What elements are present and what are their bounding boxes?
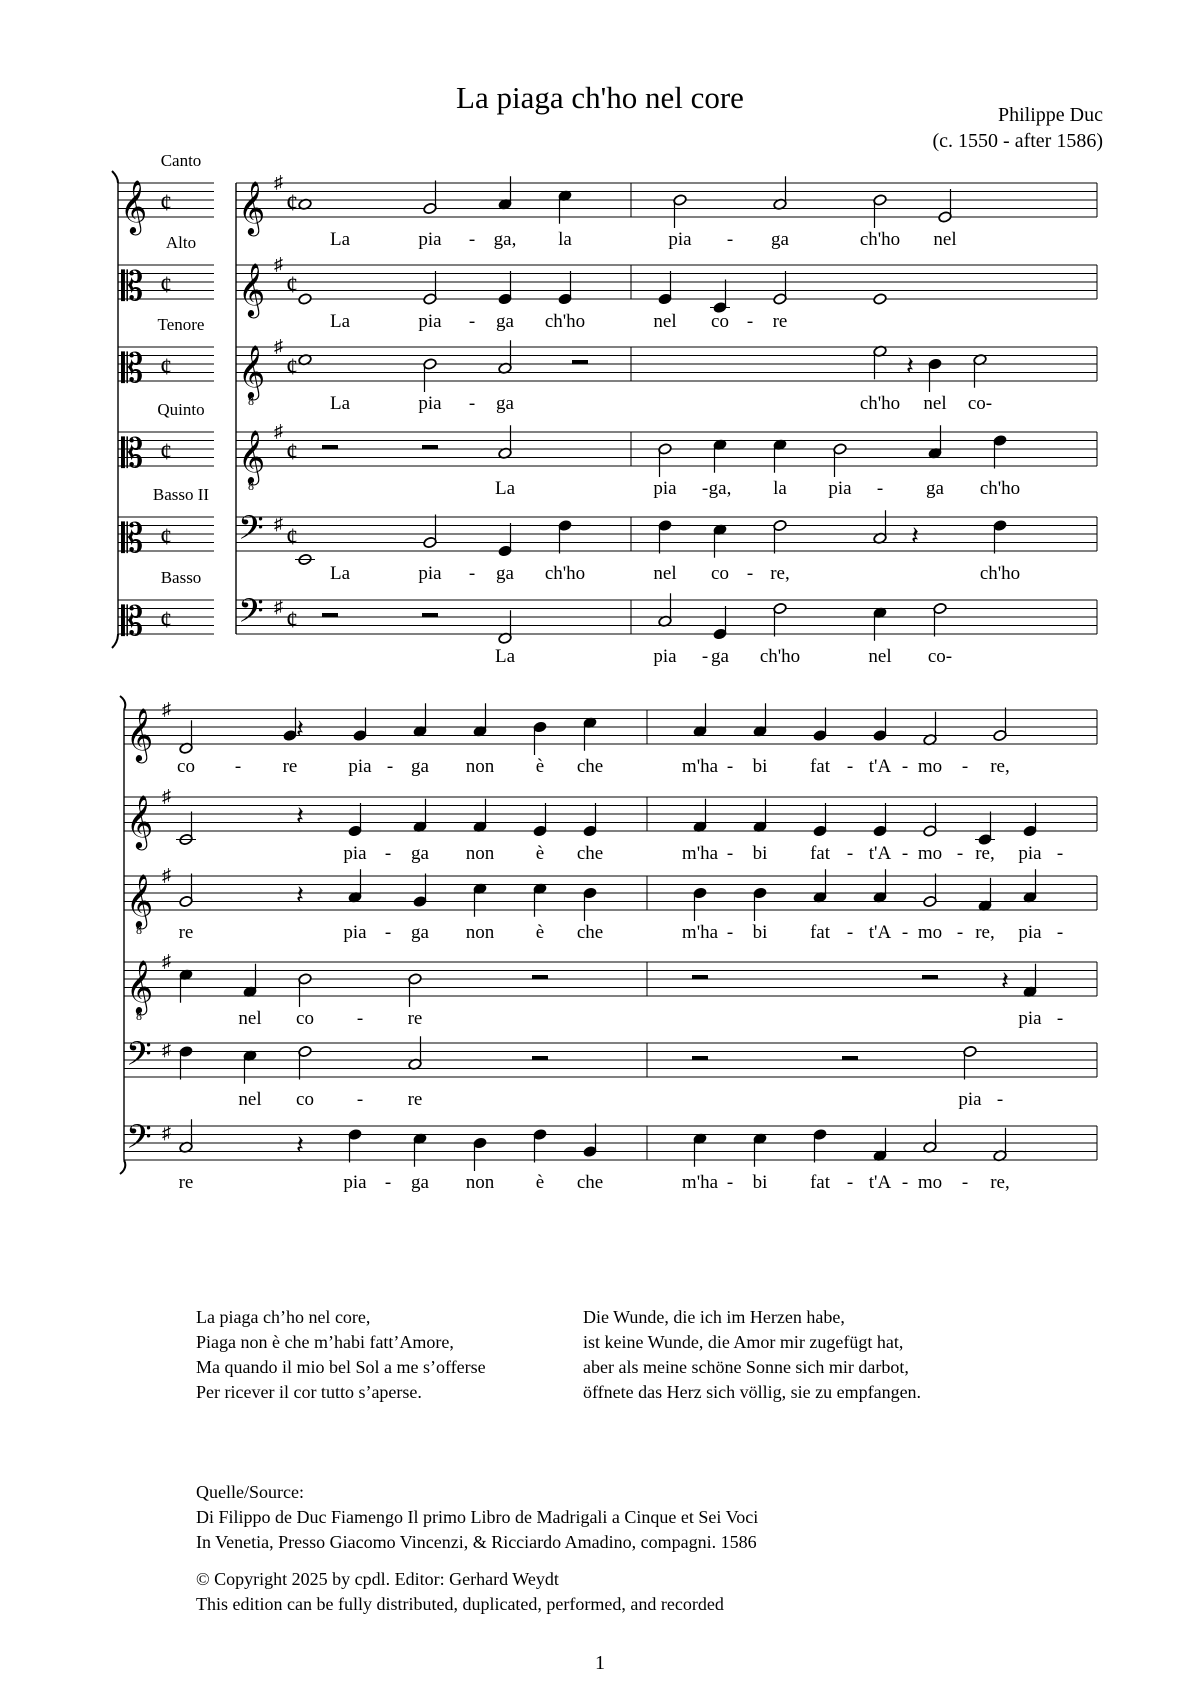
half-rest: [422, 445, 438, 449]
note: [298, 293, 312, 305]
lyric-syllable: ga: [411, 1172, 429, 1193]
lyric-syllable: -: [468, 229, 476, 250]
lyric-syllable: è: [535, 1172, 545, 1193]
lyric-syllable: -: [726, 922, 734, 943]
lyric-syllable: nel: [923, 393, 947, 414]
lyric-syllable: fat: [809, 922, 831, 943]
lyric-syllable: -: [961, 1172, 969, 1193]
c-clef-icon: 𝄡: [121, 346, 144, 391]
half-rest: [532, 1056, 548, 1060]
lyric-syllable: re: [178, 922, 194, 943]
quarter-rest: 𝄽: [1001, 966, 1009, 996]
half-rest: [322, 613, 338, 617]
lyric-syllable: La: [494, 478, 516, 499]
lyric-syllable: ga: [411, 922, 429, 943]
lyric-syllable: re: [772, 311, 788, 332]
lyric-syllable: bi: [752, 843, 768, 864]
lyric-syllable: re,: [770, 563, 790, 584]
treble-clef-icon: 𝄞: [238, 182, 266, 233]
lyric-syllable: -: [468, 563, 476, 584]
lyric-syllable: -: [846, 843, 854, 864]
lyric-syllable: ch'ho: [979, 563, 1021, 584]
quarter-rest: 𝄽: [911, 521, 919, 551]
lyric-syllable: pia: [653, 646, 677, 667]
lyric-syllable: -: [701, 478, 709, 499]
lyric-syllable: t'A: [868, 1172, 892, 1193]
lyric-syllable: -: [901, 756, 909, 777]
source-line: Di Filippo de Duc Fiamengo Il primo Libro de Madrigali a Cinque et Sei Voci: [196, 1507, 759, 1527]
voice-name: Basso II: [152, 485, 210, 504]
key-sharp-icon: ♯: [162, 865, 171, 885]
lyric-syllable: t'A: [868, 843, 892, 864]
poem-german-line: Die Wunde, die ich im Herzen habe,: [583, 1307, 845, 1327]
lyric-syllable: -: [701, 646, 709, 667]
key-sharp-icon: ♯: [162, 951, 171, 971]
poem-german-line: aber als meine schöne Sonne sich mir darbot,: [583, 1357, 909, 1377]
voice-name: Alto: [165, 233, 197, 252]
lyric-syllable: che: [576, 756, 604, 777]
lyric-syllable: re,: [990, 1172, 1010, 1193]
lyric-syllable: mo: [917, 922, 943, 943]
lyric-syllable: co: [296, 1008, 314, 1029]
voice-name: Quinto: [157, 400, 205, 419]
lyric-syllable: ch'ho: [544, 311, 586, 332]
lyric-syllable: la: [773, 478, 787, 499]
copyright-block: [196, 1567, 724, 1617]
lyric-syllable: ga: [411, 756, 429, 777]
lyric-syllable: nel: [653, 311, 677, 332]
lyric-syllable: ga: [496, 393, 514, 414]
lyric-syllable: ga,: [708, 478, 732, 499]
treble-clef-icon: 𝄞: [126, 796, 154, 847]
lyric-syllable: mo: [917, 1172, 943, 1193]
lyric-syllable: pia: [1018, 1008, 1042, 1029]
octave-marker: 8: [136, 1009, 142, 1023]
lyric-syllable: pia: [1018, 922, 1042, 943]
poem-german-line: öffnete das Herz sich völlig, sie zu empfangen.: [583, 1382, 922, 1402]
half-rest: [532, 975, 548, 979]
lyric-syllable: che: [576, 1172, 604, 1193]
poem-italian-line: Ma quando il mio bel Sol a me s’offerse: [196, 1357, 486, 1377]
lyric-syllable: pia: [958, 1089, 982, 1110]
lyric-syllable: ga: [411, 843, 429, 864]
lyric-syllable: -: [386, 756, 394, 777]
lyric-syllable: -: [996, 1089, 1004, 1110]
key-sharp-icon: ♯: [162, 699, 171, 719]
lyric-syllable: t'A: [868, 756, 892, 777]
lyric-syllable: nel: [238, 1089, 262, 1110]
lyric-syllable: re: [282, 756, 298, 777]
lyric-syllable: pia: [418, 393, 442, 414]
lyric-syllable: re: [407, 1008, 423, 1029]
composer-dates: (c. 1550 - after 1586): [932, 130, 1103, 152]
bass-clef-icon: 𝄢: [126, 1118, 152, 1164]
lyric-syllable: mo: [917, 756, 943, 777]
lyric-syllable: re: [407, 1089, 423, 1110]
octave-marker: 8: [248, 479, 254, 493]
lyric-syllable: m'ha: [681, 1172, 719, 1193]
half-rest: [692, 975, 708, 979]
key-sharp-icon: ♯: [162, 1039, 171, 1060]
bass-clef-icon: 𝄢: [126, 1035, 152, 1081]
treble-clef-icon: 𝄞: [238, 346, 266, 397]
treble-clef-icon: 𝄞: [126, 875, 154, 926]
lyric-syllable: nel: [653, 563, 677, 584]
lyric-syllable: -: [746, 563, 754, 584]
half-rest: [922, 975, 938, 979]
lyric-syllable: che: [576, 922, 604, 943]
key-sharp-icon: ♯: [162, 786, 171, 806]
lyric-syllable: La: [329, 311, 351, 332]
lyric-syllable: ch'ho: [544, 563, 586, 584]
composer-name: Philippe Duc: [998, 104, 1103, 126]
quarter-rest: 𝄽: [296, 1130, 304, 1160]
lyric-syllable: -: [384, 843, 392, 864]
key-sharp-icon: ♯: [274, 421, 283, 441]
lyric-syllable: nel: [238, 1008, 262, 1029]
cut-time-icon: ¢: [160, 439, 172, 466]
lyric-syllable: ga: [496, 311, 514, 332]
half-rest: [322, 445, 338, 449]
voice-name: Canto: [160, 151, 202, 170]
lyric-syllable: fat: [809, 756, 831, 777]
lyric-syllable: non: [465, 756, 495, 777]
lyric-syllable: -: [901, 922, 909, 943]
lyric-syllable: -: [384, 1172, 392, 1193]
lyric-syllable: nel: [933, 229, 957, 250]
half-rest: [572, 360, 588, 364]
c-clef-icon: 𝄡: [121, 264, 144, 309]
lyric-syllable: pia: [828, 478, 852, 499]
lyric-syllable: è: [535, 756, 545, 777]
lyric-syllable: pia: [343, 922, 367, 943]
key-sharp-icon: ♯: [274, 254, 283, 274]
c-clef-icon: 𝄡: [121, 599, 144, 644]
lyric-syllable: mo: [917, 843, 943, 864]
lyric-syllable: che: [576, 843, 604, 864]
lyric-syllable: La: [329, 393, 351, 414]
lyric-syllable: -: [468, 311, 476, 332]
poem-italian: [196, 1305, 486, 1405]
lyric-syllable: -: [1056, 1008, 1064, 1029]
lyric-syllable: ga: [711, 646, 729, 667]
lyric-syllable: -: [956, 843, 964, 864]
bass-clef-icon: 𝄢: [238, 509, 264, 555]
cut-time-icon: ¢: [286, 607, 298, 634]
c-clef-icon: 𝄡: [121, 431, 144, 476]
lyric-syllable: la: [558, 229, 572, 250]
octave-marker: 8: [248, 394, 254, 408]
page-number: 1: [595, 1652, 605, 1674]
key-sharp-icon: ♯: [274, 513, 283, 534]
key-sharp-icon: ♯: [274, 172, 283, 192]
lyric-syllable: co-: [967, 393, 993, 414]
lyric-syllable: La: [329, 563, 351, 584]
lyric-syllable: -: [234, 756, 242, 777]
lyric-syllable: -: [726, 756, 734, 777]
lyric-syllable: pia: [343, 843, 367, 864]
lyric-syllable: ch'ho: [859, 229, 901, 250]
cut-time-icon: ¢: [160, 524, 172, 551]
lyric-syllable: ga: [771, 229, 789, 250]
cut-time-icon: ¢: [160, 607, 172, 634]
lyric-syllable: fat: [809, 843, 831, 864]
poem-german-line: ist keine Wunde, die Amor mir zugefügt hat,: [583, 1332, 904, 1352]
lyric-syllable: pia: [343, 1172, 367, 1193]
lyric-syllable: è: [535, 843, 545, 864]
half-rest: [842, 1056, 858, 1060]
voice-name: Basso: [160, 568, 202, 587]
copyright-line: © Copyright 2025 by cpdl. Editor: Gerhard Weydt: [196, 1569, 559, 1589]
lyric-syllable: bi: [752, 756, 768, 777]
lyric-syllable: nel: [868, 646, 892, 667]
lyric-syllable: pia: [418, 311, 442, 332]
lyric-syllable: m'ha: [681, 756, 719, 777]
lyric-syllable: ch'ho: [979, 478, 1021, 499]
note: [873, 293, 887, 305]
treble-clef-icon: 𝄞: [238, 264, 266, 315]
lyric-syllable: pia: [653, 478, 677, 499]
lyric-syllable: pia: [348, 756, 372, 777]
lyric-syllable: bi: [752, 1172, 768, 1193]
lyric-syllable: ga,: [493, 229, 517, 250]
lyric-syllable: ga: [496, 563, 514, 584]
lyric-syllable: m'ha: [681, 843, 719, 864]
lyric-syllable: fat: [809, 1172, 831, 1193]
lyric-syllable: -: [846, 756, 854, 777]
lyric-syllable: non: [465, 1172, 495, 1193]
lyric-syllable: co: [711, 311, 729, 332]
lyric-syllable: -: [384, 922, 392, 943]
cut-time-icon: ¢: [286, 354, 298, 381]
lyric-syllable: è: [535, 922, 545, 943]
voice-name: Tenore: [157, 315, 205, 334]
cut-time-icon: ¢: [286, 524, 298, 551]
cut-time-icon: ¢: [160, 354, 172, 381]
bass-clef-icon: 𝄢: [238, 592, 264, 638]
lyric-syllable: -: [846, 922, 854, 943]
lyric-syllable: La: [494, 646, 516, 667]
quarter-rest: 𝄽: [906, 351, 914, 381]
lyric-syllable: -: [356, 1089, 364, 1110]
lyric-syllable: pia: [668, 229, 692, 250]
lyric-syllable: ch'ho: [759, 646, 801, 667]
key-sharp-icon: ♯: [274, 336, 283, 356]
lyric-syllable: -: [901, 1172, 909, 1193]
cut-time-icon: ¢: [286, 272, 298, 299]
lyric-syllable: -: [356, 1008, 364, 1029]
lyric-syllable: re: [178, 1172, 194, 1193]
lyric-syllable: re,: [975, 922, 995, 943]
lyric-syllable: -: [956, 922, 964, 943]
lyric-syllable: ga: [926, 478, 944, 499]
lyric-syllable: bi: [752, 922, 768, 943]
key-sharp-icon: ♯: [274, 596, 283, 617]
treble-clef-icon: 𝄞: [126, 709, 154, 760]
lyric-syllable: -: [468, 393, 476, 414]
lyric-syllable: re,: [975, 843, 995, 864]
treble-clef-icon: 𝄞: [238, 431, 266, 482]
key-sharp-icon: ♯: [162, 1122, 171, 1143]
lyric-syllable: co: [711, 563, 729, 584]
lyric-syllable: non: [465, 843, 495, 864]
poem-italian-line: La piaga ch’ho nel core,: [196, 1307, 371, 1327]
score-title: La piaga ch'ho nel core: [456, 80, 744, 115]
half-rest: [422, 613, 438, 617]
lyric-syllable: non: [465, 922, 495, 943]
system-bracket-icon: [112, 171, 118, 648]
cut-time-icon: ¢: [286, 190, 298, 217]
lyric-syllable: pia: [418, 229, 442, 250]
lyric-syllable: re,: [990, 756, 1010, 777]
source-label: Quelle/Source:: [196, 1482, 304, 1502]
lyric-syllable: -: [901, 843, 909, 864]
treble-clef-icon: 𝄞: [120, 181, 148, 232]
lyric-syllable: co-: [927, 646, 953, 667]
cut-time-icon: ¢: [160, 272, 172, 299]
lyric-syllable: La: [329, 229, 351, 250]
half-rest: [692, 1056, 708, 1060]
cut-time-icon: ¢: [286, 439, 298, 466]
lyric-syllable: -: [726, 229, 734, 250]
lyric-syllable: -: [1056, 843, 1064, 864]
poem-italian-line: Piaga non è che m’habi fatt’Amore,: [196, 1332, 454, 1352]
license-line: This edition can be fully distributed, duplicated, performed, and recorded: [196, 1594, 724, 1614]
quarter-rest: 𝄽: [296, 714, 304, 744]
c-clef-icon: 𝄡: [121, 516, 144, 561]
lyric-syllable: -: [846, 1172, 854, 1193]
lyric-syllable: -: [726, 1172, 734, 1193]
lyric-syllable: -: [876, 478, 884, 499]
cut-time-icon: ¢: [160, 190, 172, 217]
poem-german: [583, 1305, 921, 1405]
treble-clef-icon: 𝄞: [126, 961, 154, 1012]
lyric-syllable: -: [746, 311, 754, 332]
lyric-syllable: m'ha: [681, 922, 719, 943]
lyric-syllable: co: [296, 1089, 314, 1110]
lyric-syllable: pia: [1018, 843, 1042, 864]
source-block: [196, 1480, 758, 1555]
lyric-syllable: ch'ho: [859, 393, 901, 414]
quarter-rest: 𝄽: [296, 801, 304, 831]
lyric-syllable: -: [1056, 922, 1064, 943]
lyric-syllable: -: [961, 756, 969, 777]
lyric-syllable: pia: [418, 563, 442, 584]
quarter-rest: 𝄽: [296, 880, 304, 910]
octave-marker: 8: [136, 923, 142, 937]
lyric-syllable: t'A: [868, 922, 892, 943]
source-line: In Venetia, Presso Giacomo Vincenzi, & Ricciardo Amadino, compagni. 1586: [196, 1532, 757, 1552]
lyric-syllable: -: [726, 843, 734, 864]
poem-italian-line: Per ricever il cor tutto s’aperse.: [196, 1382, 422, 1402]
lyric-syllable: co: [177, 756, 195, 777]
